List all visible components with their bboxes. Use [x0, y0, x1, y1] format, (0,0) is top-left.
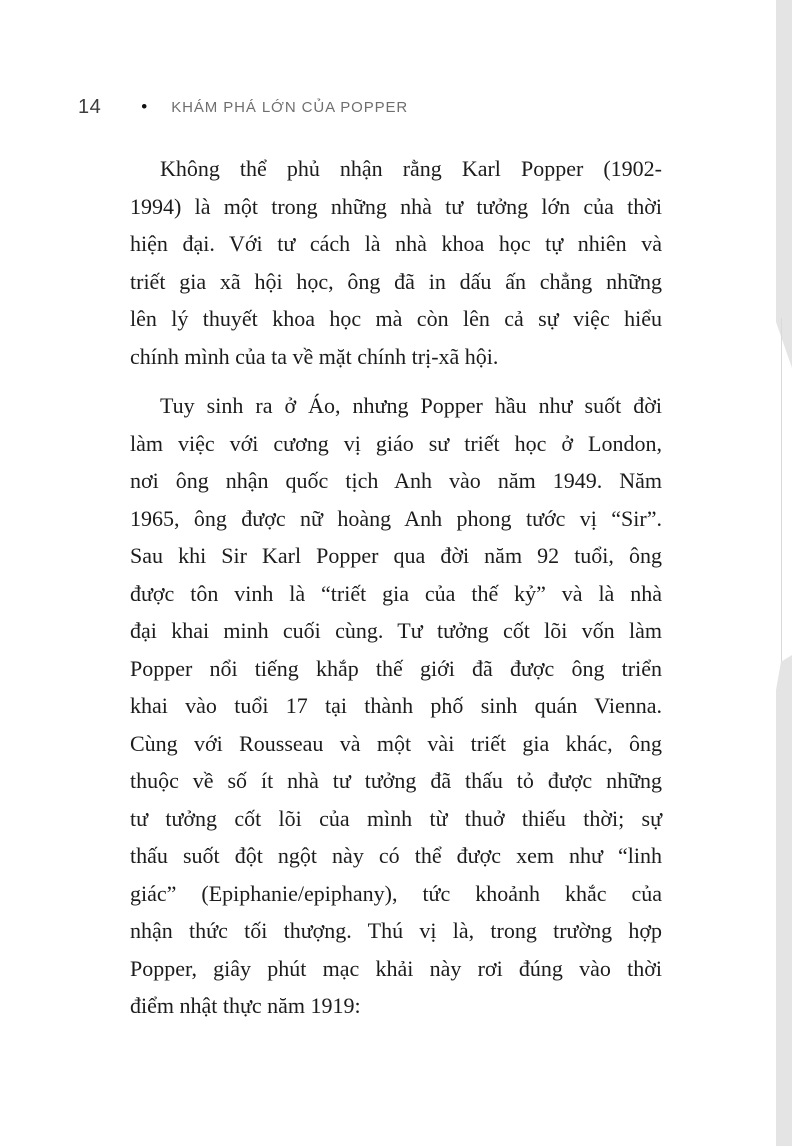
text-line: Popper, giây phút mạc khải này rơi đúng vào thời: [130, 955, 662, 981]
text-line: tư tưởng cốt lõi của mình từ thuở thiếu thời; sự: [130, 805, 662, 831]
bullet-separator-icon: •: [141, 97, 148, 116]
text-line: thấu suốt đột ngột này có thể được xem như “linh: [130, 843, 662, 868]
running-title: KHÁM PHÁ LỚN CỦA POPPER: [171, 99, 409, 116]
text-line: làm việc với cương vị giáo sư triết học ở London,: [130, 430, 662, 456]
text-line: Sau khi Sir Karl Popper qua đời năm 92 tuổi, ông: [130, 543, 662, 568]
page-stack-edge-bottom[interactable]: [776, 652, 792, 1146]
text-line: khai vào tuổi 17 tại thành phố sinh quán Vienna.: [130, 693, 662, 718]
text-line: đại khai minh cuối cùng. Tư tưởng cốt lõi vốn làm: [130, 618, 662, 643]
text-line: 1965, ông được nữ hoàng Anh phong tước vị “Sir”.: [130, 505, 662, 531]
text-line: 1994) là một trong những nhà tư tưởng lớn của thời: [130, 193, 662, 219]
text-line: chính mình của ta về mặt chính trị-xã hội.: [130, 343, 499, 369]
text-line: hiện đại. Với tư cách là nhà khoa học tự nhiên và: [130, 231, 662, 256]
text-line: triết gia xã hội học, ông đã in dấu ấn chẳng những: [130, 268, 662, 294]
text-line: nhận thức tối thượng. Thú vị là, trong trường hợp: [130, 918, 662, 943]
text-line: lên lý thuyết khoa học mà còn lên cả sự việc hiểu: [130, 306, 662, 331]
text-line: Popper nổi tiếng khắp thế giới đã được ông triển: [130, 655, 662, 681]
text-line: nơi ông nhận quốc tịch Anh vào năm 1949. Năm: [130, 468, 662, 493]
text-line: thuộc về số ít nhà tư tưởng đã thấu tỏ được những: [130, 768, 662, 793]
text-line: được tôn vinh là “triết gia của thế kỷ” và là nhà: [130, 580, 662, 606]
page-number: 14: [78, 96, 102, 118]
text-line: giác” (Epiphanie/epiphany), tức khoảnh khắc của: [130, 880, 662, 906]
text-line: điểm nhật thực năm 1919:: [130, 993, 361, 1018]
text-line: Tuy sinh ra ở Áo, nhưng Popper hầu như suốt đời: [160, 393, 662, 418]
text-line: Không thể phủ nhận rằng Karl Popper (1902-: [160, 156, 662, 181]
page-header: [78, 96, 408, 119]
page-stack-edge-top[interactable]: [776, 0, 792, 368]
text-line: Cùng với Rousseau và một vài triết gia khác, ông: [130, 730, 662, 756]
page-edge-line: [781, 318, 782, 668]
paragraph-2: [130, 387, 662, 1025]
body-text: [130, 150, 662, 1037]
paragraph-1: [130, 150, 662, 375]
